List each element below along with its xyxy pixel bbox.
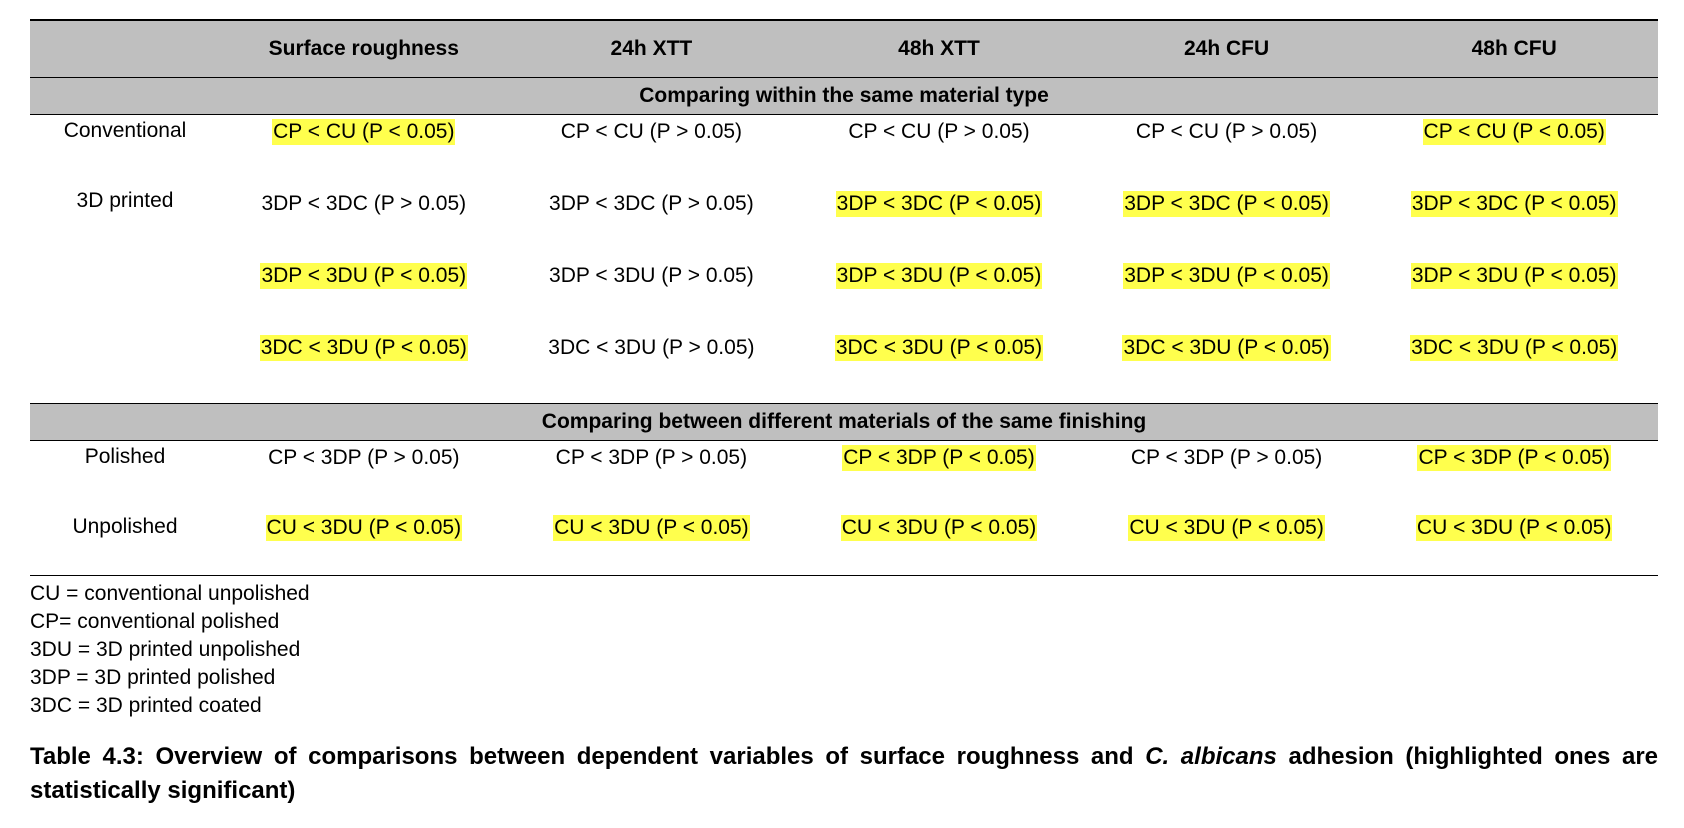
comparison-table	[30, 19, 1658, 576]
column-header-48h-cfu: 48h CFU	[1370, 20, 1658, 78]
table-cell	[795, 257, 1083, 329]
table-cell	[1370, 257, 1658, 329]
column-header-24h-xtt: 24h XTT	[508, 20, 796, 78]
table-row	[30, 441, 1658, 512]
cell-text: 3DP < 3DU (P < 0.05)	[261, 264, 467, 287]
spacer-row	[30, 391, 1658, 404]
cell-text: CP < 3DP (P < 0.05)	[843, 446, 1035, 469]
table-cell	[508, 329, 796, 391]
caption-species-name: C. albicans	[1145, 743, 1277, 770]
cell-text: CP < CU (P > 0.05)	[848, 120, 1030, 143]
section-title-same-material: Comparing within the same material type	[30, 78, 1658, 115]
table-cell	[795, 441, 1083, 512]
table-cell	[1370, 441, 1658, 512]
cell-text: 3DP < 3DC (P < 0.05)	[836, 192, 1042, 215]
legend-item: CU = conventional unpolished	[30, 582, 310, 605]
section-header-row	[30, 78, 1658, 115]
table-row	[30, 329, 1658, 391]
cell-text: 3DC < 3DU (P > 0.05)	[548, 336, 755, 359]
table-cell	[220, 511, 508, 575]
row-label	[30, 329, 220, 391]
cell-text: 3DP < 3DC (P < 0.05)	[1411, 192, 1617, 215]
cell-text: 3DP < 3DU (P < 0.05)	[1411, 264, 1617, 287]
cell-text: 3DP < 3DU (P > 0.05)	[549, 264, 754, 287]
column-header-24h-cfu: 24h CFU	[1083, 20, 1371, 78]
table-cell	[220, 257, 508, 329]
table-cell	[795, 329, 1083, 391]
table-cell	[1083, 511, 1371, 575]
table-row	[30, 115, 1658, 186]
table-row	[30, 185, 1658, 257]
document-page	[30, 19, 1658, 808]
table-cell	[1083, 441, 1371, 512]
table-cell	[220, 441, 508, 512]
table-cell	[1083, 185, 1371, 257]
cell-text: CP < CU (P > 0.05)	[560, 120, 743, 143]
column-header-surface-roughness: Surface roughness	[220, 20, 508, 78]
cell-text: CU < 3DU (P < 0.05)	[1129, 516, 1324, 539]
table-bottom-rule	[30, 575, 1658, 576]
row-label: Unpolished	[72, 515, 178, 538]
cell-text: CU < 3DU (P < 0.05)	[266, 516, 462, 539]
row-label: Polished	[84, 445, 166, 468]
cell-text: CP < 3DP (P > 0.05)	[555, 446, 748, 469]
cell-text: CP < 3DP (P < 0.05)	[1418, 446, 1610, 469]
table-cell	[1370, 511, 1658, 575]
cell-text: 3DP < 3DU (P < 0.05)	[836, 264, 1042, 287]
cell-text: 3DC < 3DU (P < 0.05)	[1123, 336, 1330, 359]
cell-text: CU < 3DU (P < 0.05)	[841, 516, 1037, 539]
cell-text: 3DC < 3DU (P < 0.05)	[1411, 336, 1618, 359]
table-cell	[508, 185, 796, 257]
section-title-same-finishing: Comparing between different materials of the same finishing	[30, 404, 1658, 441]
table-cell	[1083, 257, 1371, 329]
caption-text-end: adhesion (highlighted ones are statistically significant)	[30, 743, 1659, 804]
legend-item: 3DC = 3D printed coated	[30, 694, 262, 717]
table-cell	[795, 511, 1083, 575]
cell-text: 3DC < 3DU (P < 0.05)	[260, 336, 467, 359]
table-cell	[220, 329, 508, 391]
table-cell	[1370, 185, 1658, 257]
table-cell	[1370, 329, 1658, 391]
table-row	[30, 257, 1658, 329]
table-cell	[220, 185, 508, 257]
table-cell	[508, 257, 796, 329]
column-header-row	[30, 20, 1658, 78]
cell-text: CU < 3DU (P < 0.05)	[554, 516, 749, 539]
row-label: 3D printed	[76, 189, 174, 212]
table-cell	[795, 185, 1083, 257]
section-header-row	[30, 404, 1658, 441]
table-cell	[508, 441, 796, 512]
cell-text: CP < 3DP (P > 0.05)	[1130, 446, 1323, 469]
column-header-48h-xtt: 48h XTT	[795, 20, 1083, 78]
row-label	[30, 257, 220, 329]
column-header-blank	[30, 20, 220, 78]
table-cell	[795, 115, 1083, 186]
table-cell	[1370, 115, 1658, 186]
caption-text-start: Table 4.3: Overview of comparisons between dependent variables of surface roughness and	[30, 743, 1146, 770]
legend-item: CP= conventional polished	[30, 610, 280, 633]
table-caption	[30, 740, 1658, 808]
table-cell	[220, 115, 508, 186]
cell-text: CP < 3DP (P > 0.05)	[268, 446, 460, 469]
cell-text: CP < CU (P > 0.05)	[1135, 120, 1318, 143]
table-row	[30, 511, 1658, 575]
cell-text: 3DP < 3DU (P < 0.05)	[1124, 264, 1329, 287]
cell-text: 3DP < 3DC (P < 0.05)	[1124, 192, 1329, 215]
cell-text: 3DC < 3DU (P < 0.05)	[835, 336, 1043, 359]
cell-text: CU < 3DU (P < 0.05)	[1416, 516, 1612, 539]
row-label: Conventional	[63, 119, 187, 142]
cell-text: 3DP < 3DC (P > 0.05)	[261, 192, 467, 215]
cell-text: 3DP < 3DC (P > 0.05)	[549, 192, 754, 215]
cell-text: CP < CU (P < 0.05)	[273, 120, 455, 143]
table-cell	[508, 115, 796, 186]
cell-text: CP < CU (P < 0.05)	[1423, 120, 1605, 143]
legend-item: 3DU = 3D printed unpolished	[30, 638, 301, 661]
table-cell	[1083, 329, 1371, 391]
legend-item: 3DP = 3D printed polished	[30, 666, 276, 689]
table-cell	[508, 511, 796, 575]
table-cell	[1083, 115, 1371, 186]
abbreviation-legend	[30, 580, 1658, 720]
